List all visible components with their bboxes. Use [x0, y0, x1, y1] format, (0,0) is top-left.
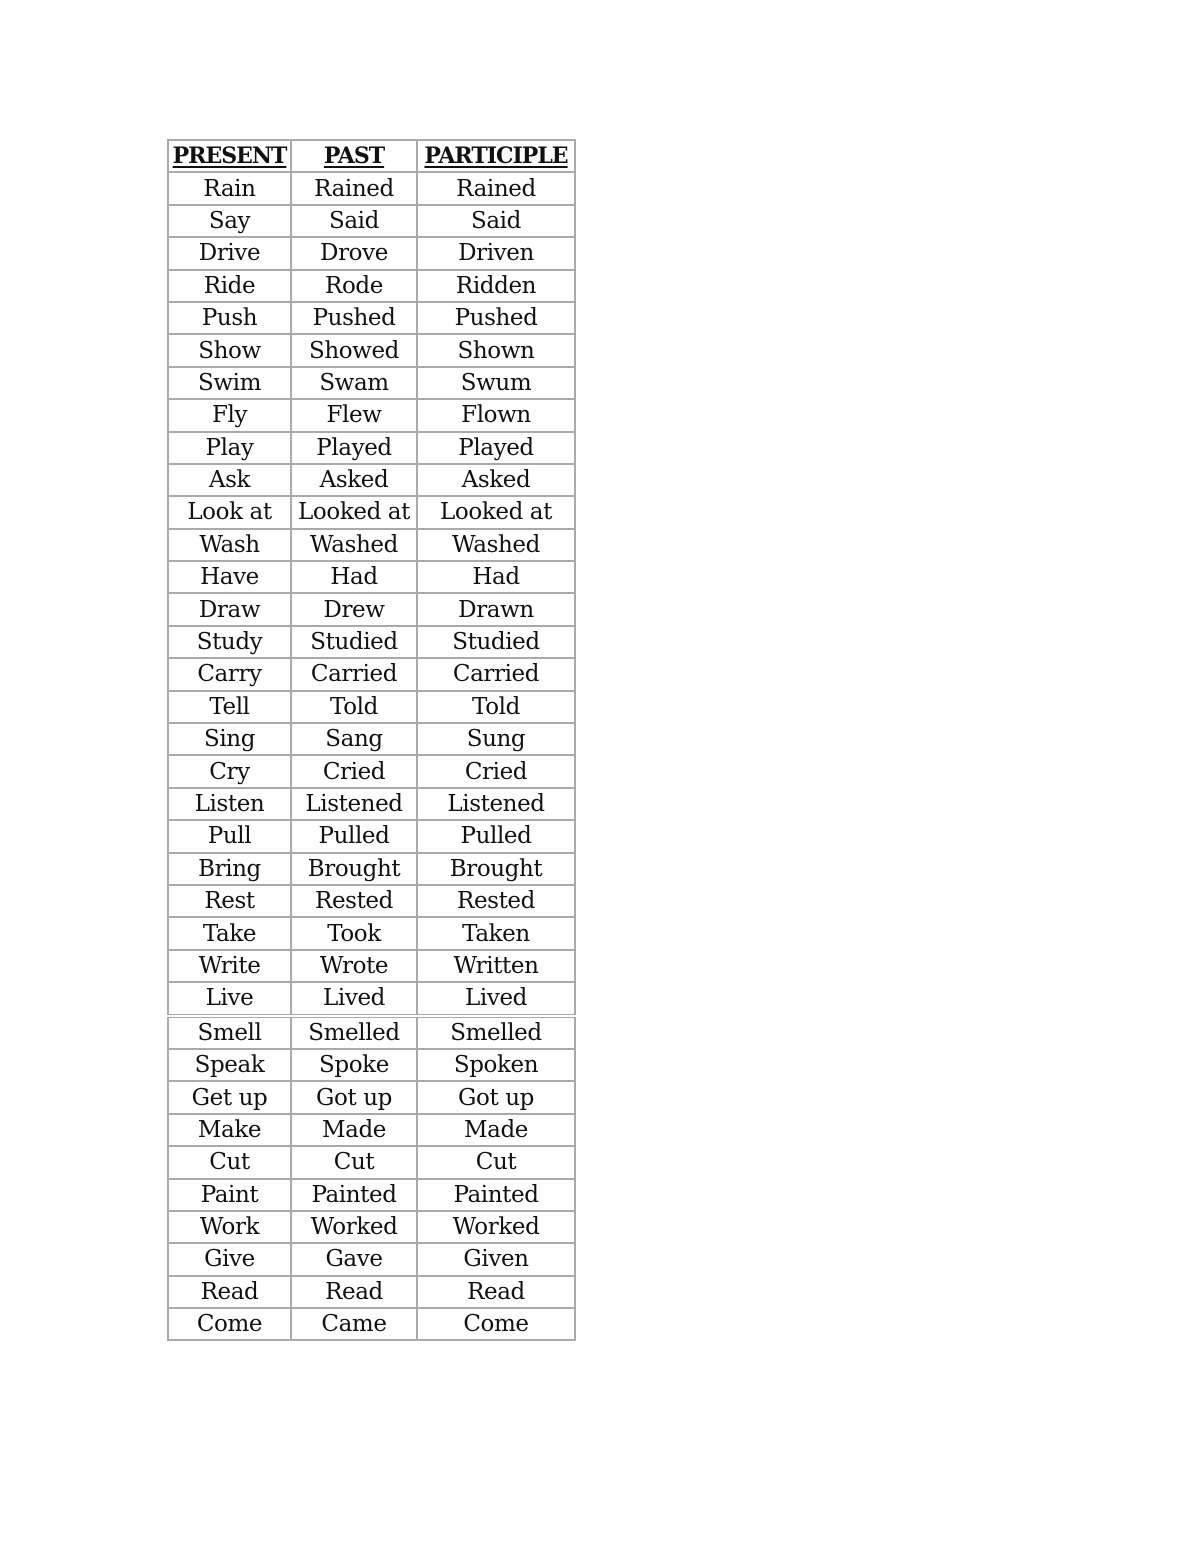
cell-past: Said: [291, 205, 417, 237]
table-row: [168, 885, 575, 917]
cell-past: Smelled: [291, 1016, 417, 1049]
cell-present: Get up: [168, 1081, 291, 1113]
table-row: [168, 1114, 575, 1146]
cell-participle: Worked: [417, 1211, 575, 1243]
table-row: [168, 853, 575, 885]
cell-past: Rode: [291, 270, 417, 302]
cell-present: Say: [168, 205, 291, 237]
cell-participle: Driven: [417, 237, 575, 269]
cell-present: Ask: [168, 464, 291, 496]
cell-participle: Read: [417, 1276, 575, 1308]
table-row: [168, 432, 575, 464]
cell-present: Push: [168, 302, 291, 334]
cell-participle: Rained: [417, 172, 575, 204]
table-body: [168, 172, 575, 1340]
cell-present: Work: [168, 1211, 291, 1243]
table-row: [168, 1179, 575, 1211]
cell-participle: Lived: [417, 982, 575, 1015]
table-row: [168, 1146, 575, 1178]
table-row: [168, 658, 575, 690]
cell-past: Studied: [291, 626, 417, 658]
cell-past: Pulled: [291, 820, 417, 852]
cell-present: Cry: [168, 755, 291, 787]
table-row: [168, 367, 575, 399]
verb-forms-table: [167, 139, 576, 1341]
cell-past: Asked: [291, 464, 417, 496]
table-row: [168, 950, 575, 982]
cell-past: Drove: [291, 237, 417, 269]
cell-present: Draw: [168, 593, 291, 625]
cell-past: Looked at: [291, 496, 417, 528]
cell-participle: Pulled: [417, 820, 575, 852]
cell-present: Tell: [168, 691, 291, 723]
cell-present: Smell: [168, 1016, 291, 1049]
cell-present: Have: [168, 561, 291, 593]
table-row: [168, 172, 575, 204]
cell-participle: Asked: [417, 464, 575, 496]
header-past: PAST: [291, 140, 417, 172]
cell-past: Sang: [291, 723, 417, 755]
cell-present: Drive: [168, 237, 291, 269]
table-row: [168, 270, 575, 302]
cell-past: Gave: [291, 1243, 417, 1275]
cell-past: Got up: [291, 1081, 417, 1113]
cell-present: Make: [168, 1114, 291, 1146]
cell-past: Played: [291, 432, 417, 464]
cell-present: Study: [168, 626, 291, 658]
cell-present: Fly: [168, 399, 291, 431]
cell-past: Rested: [291, 885, 417, 917]
table-row: [168, 529, 575, 561]
cell-past: Rained: [291, 172, 417, 204]
cell-present: Rest: [168, 885, 291, 917]
cell-past: Cried: [291, 755, 417, 787]
cell-present: Come: [168, 1308, 291, 1340]
cell-present: Paint: [168, 1179, 291, 1211]
cell-past: Cut: [291, 1146, 417, 1178]
table-row: [168, 691, 575, 723]
header-participle: PARTICIPLE: [417, 140, 575, 172]
cell-participle: Said: [417, 205, 575, 237]
cell-past: Took: [291, 917, 417, 949]
table-row: [168, 1276, 575, 1308]
cell-present: Swim: [168, 367, 291, 399]
cell-past: Brought: [291, 853, 417, 885]
table-row: [168, 820, 575, 852]
cell-present: Live: [168, 982, 291, 1015]
cell-participle: Given: [417, 1243, 575, 1275]
cell-past: Worked: [291, 1211, 417, 1243]
cell-past: Flew: [291, 399, 417, 431]
cell-participle: Brought: [417, 853, 575, 885]
table-row: [168, 1211, 575, 1243]
cell-past: Lived: [291, 982, 417, 1015]
cell-participle: Painted: [417, 1179, 575, 1211]
cell-past: Painted: [291, 1179, 417, 1211]
table-row: [168, 788, 575, 820]
cell-participle: Written: [417, 950, 575, 982]
table-row: [168, 464, 575, 496]
cell-past: Came: [291, 1308, 417, 1340]
cell-present: Rain: [168, 172, 291, 204]
cell-participle: Washed: [417, 529, 575, 561]
cell-participle: Shown: [417, 334, 575, 366]
cell-present: Carry: [168, 658, 291, 690]
cell-present: Show: [168, 334, 291, 366]
table-row: [168, 1016, 575, 1049]
table-row: [168, 917, 575, 949]
cell-past: Made: [291, 1114, 417, 1146]
cell-participle: Played: [417, 432, 575, 464]
table-row: [168, 399, 575, 431]
cell-participle: Taken: [417, 917, 575, 949]
cell-present: Play: [168, 432, 291, 464]
cell-participle: Drawn: [417, 593, 575, 625]
cell-present: Take: [168, 917, 291, 949]
cell-participle: Cried: [417, 755, 575, 787]
table-row: [168, 593, 575, 625]
cell-participle: Told: [417, 691, 575, 723]
cell-present: Sing: [168, 723, 291, 755]
table-row: [168, 1308, 575, 1340]
cell-past: Wrote: [291, 950, 417, 982]
cell-participle: Made: [417, 1114, 575, 1146]
cell-participle: Cut: [417, 1146, 575, 1178]
cell-present: Listen: [168, 788, 291, 820]
table-row: [168, 561, 575, 593]
cell-participle: Studied: [417, 626, 575, 658]
table-row: [168, 496, 575, 528]
table-row: [168, 982, 575, 1015]
cell-past: Washed: [291, 529, 417, 561]
cell-past: Spoke: [291, 1049, 417, 1081]
cell-past: Swam: [291, 367, 417, 399]
cell-present: Read: [168, 1276, 291, 1308]
cell-participle: Flown: [417, 399, 575, 431]
table-row: [168, 755, 575, 787]
cell-past: Had: [291, 561, 417, 593]
cell-past: Listened: [291, 788, 417, 820]
table-row: [168, 1049, 575, 1081]
table-header-row: [168, 140, 575, 172]
table-row: [168, 237, 575, 269]
cell-past: Told: [291, 691, 417, 723]
header-present: PRESENT: [168, 140, 291, 172]
cell-participle: Got up: [417, 1081, 575, 1113]
cell-present: Look at: [168, 496, 291, 528]
cell-present: Bring: [168, 853, 291, 885]
cell-participle: Smelled: [417, 1016, 575, 1049]
cell-participle: Had: [417, 561, 575, 593]
cell-participle: Listened: [417, 788, 575, 820]
cell-participle: Carried: [417, 658, 575, 690]
cell-participle: Sung: [417, 723, 575, 755]
cell-participle: Swum: [417, 367, 575, 399]
cell-present: Speak: [168, 1049, 291, 1081]
table-row: [168, 334, 575, 366]
cell-present: Give: [168, 1243, 291, 1275]
table-row: [168, 1243, 575, 1275]
cell-present: Cut: [168, 1146, 291, 1178]
cell-participle: Rested: [417, 885, 575, 917]
table-row: [168, 1081, 575, 1113]
cell-past: Showed: [291, 334, 417, 366]
cell-participle: Come: [417, 1308, 575, 1340]
cell-participle: Pushed: [417, 302, 575, 334]
cell-present: Write: [168, 950, 291, 982]
cell-present: Pull: [168, 820, 291, 852]
cell-past: Read: [291, 1276, 417, 1308]
table-row: [168, 205, 575, 237]
table-row: [168, 302, 575, 334]
table-row: [168, 723, 575, 755]
cell-present: Ride: [168, 270, 291, 302]
cell-present: Wash: [168, 529, 291, 561]
cell-past: Carried: [291, 658, 417, 690]
table-row: [168, 626, 575, 658]
cell-past: Pushed: [291, 302, 417, 334]
cell-participle: Spoken: [417, 1049, 575, 1081]
cell-participle: Looked at: [417, 496, 575, 528]
cell-participle: Ridden: [417, 270, 575, 302]
cell-past: Drew: [291, 593, 417, 625]
